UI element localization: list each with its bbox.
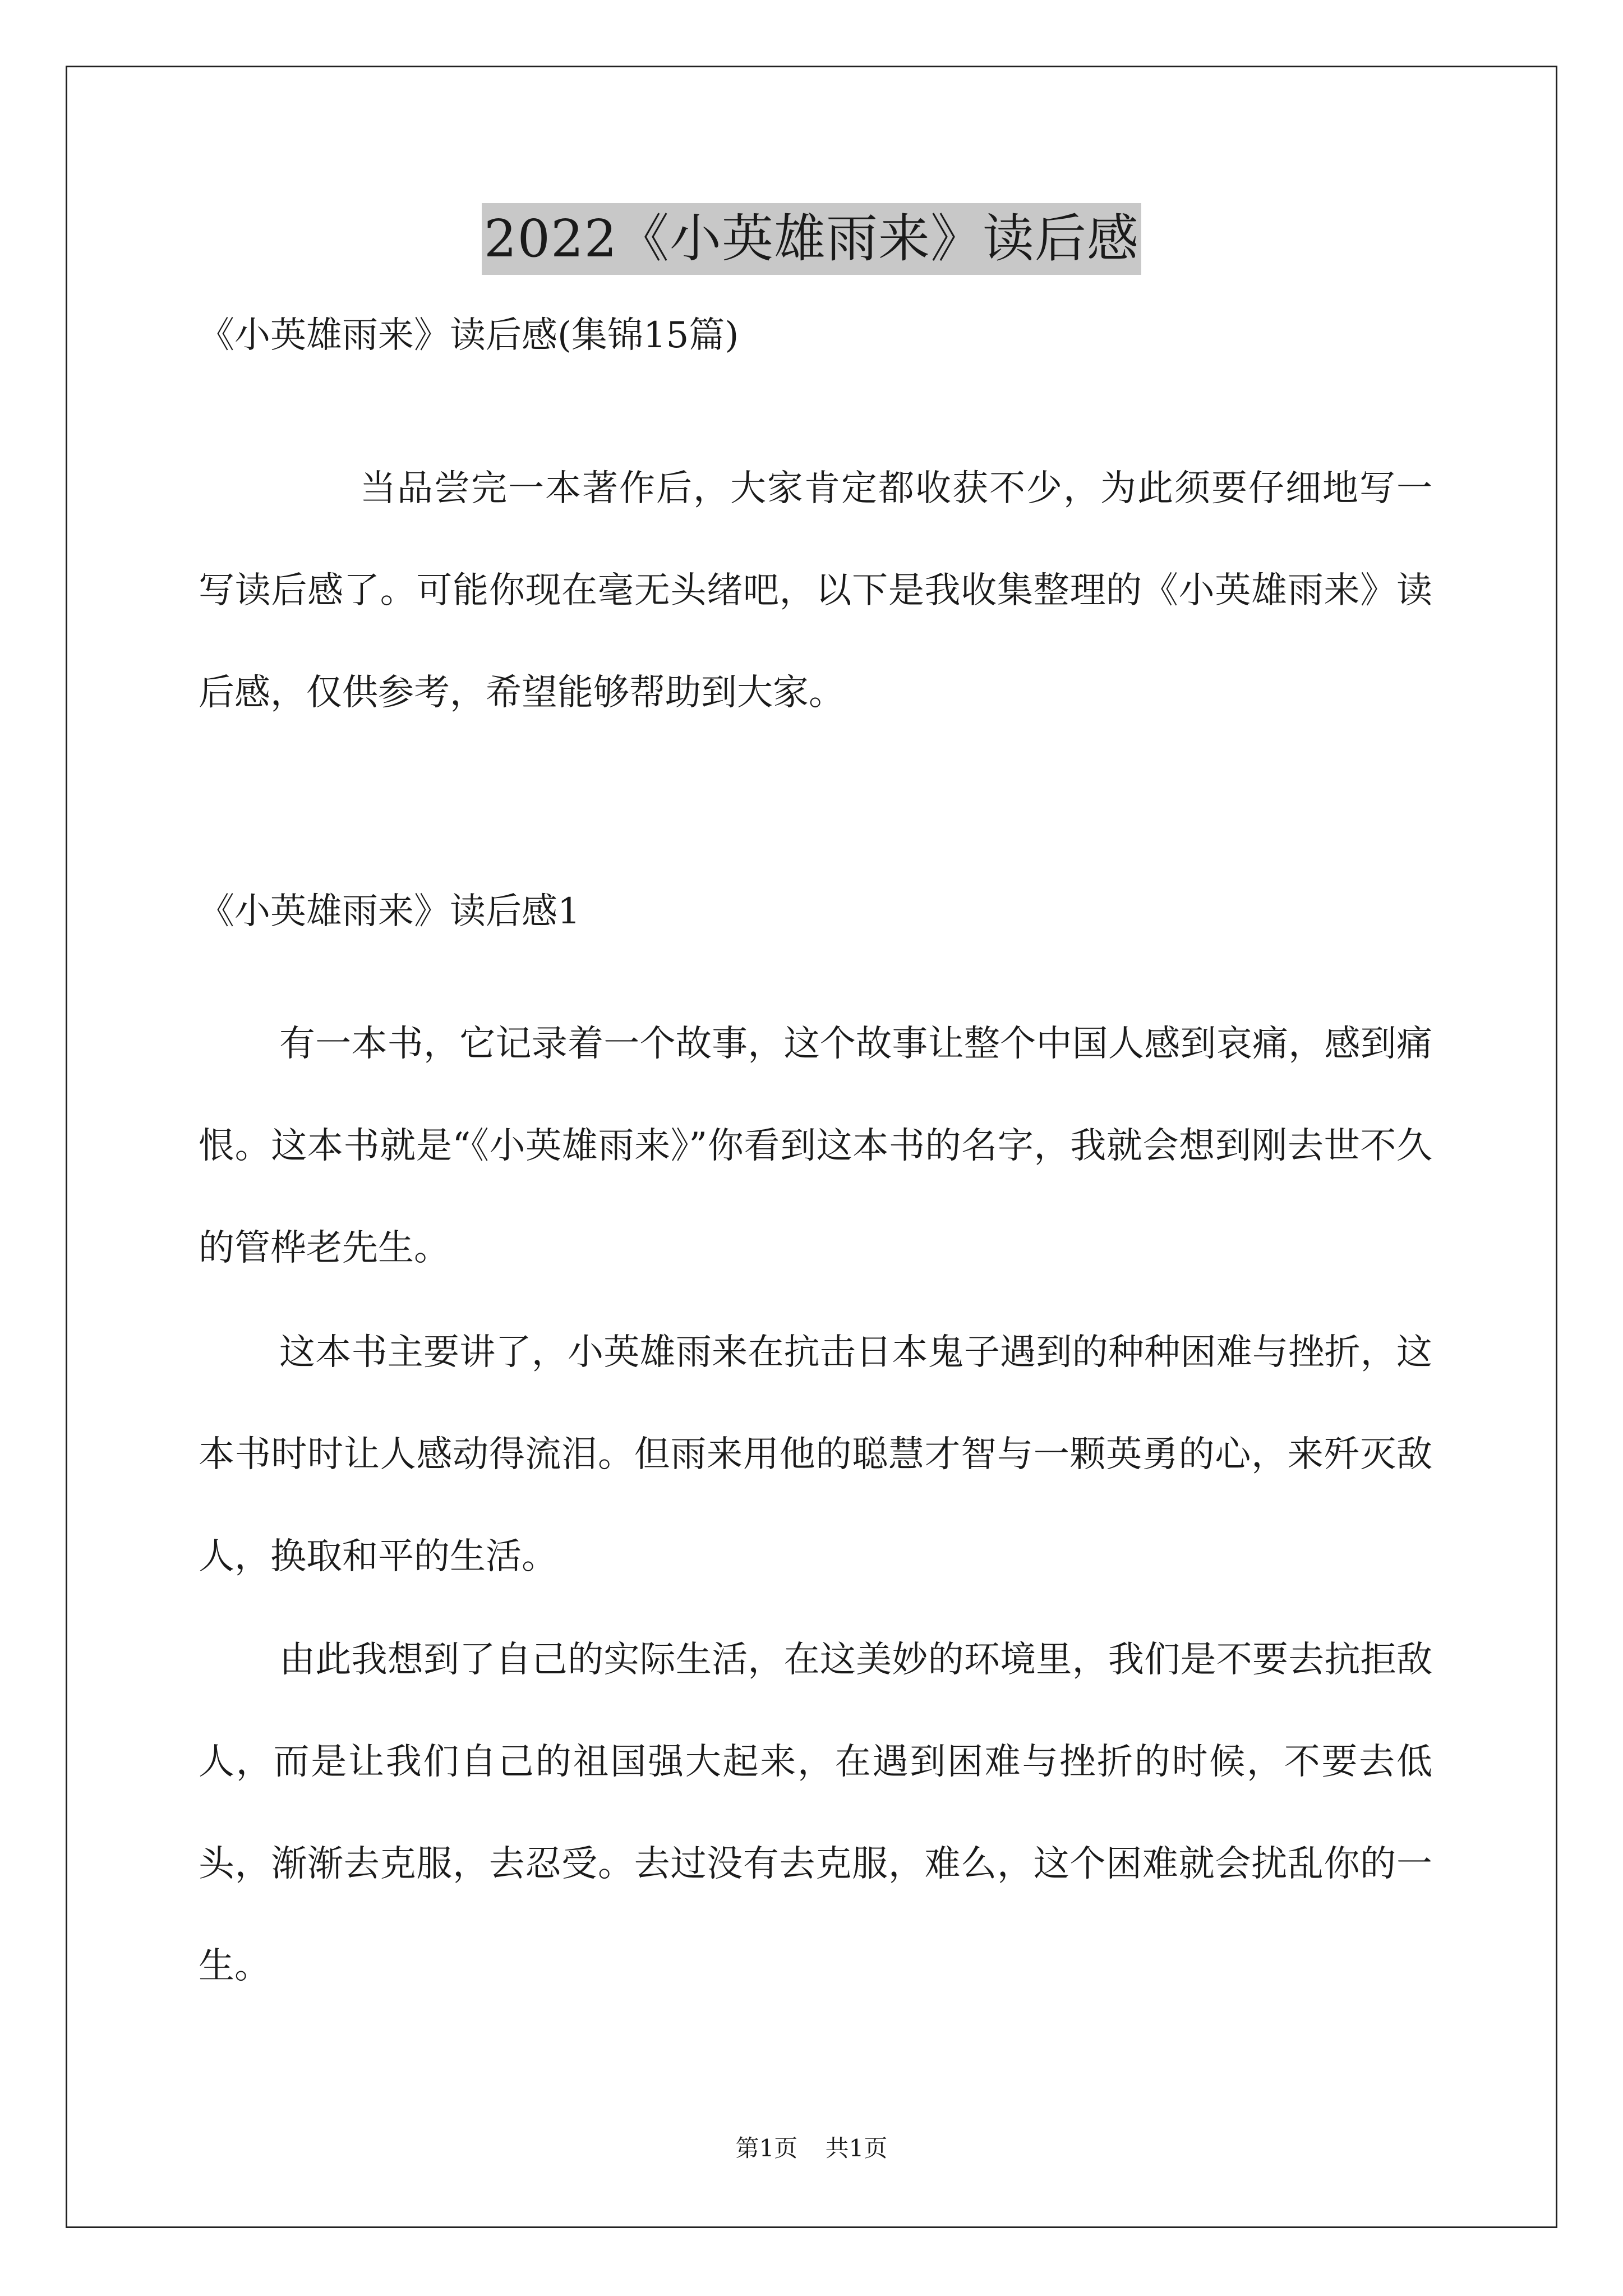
- page-number-total: 共1页: [825, 2134, 888, 2162]
- section-heading: 《小英雄雨来》读后感1: [199, 891, 580, 932]
- body-paragraph-1: 有一本书，它记录着一个故事，这个故事让整个中国人感到哀痛，感到痛恨。这本书就是“《小英雄雨来》”你看到这本书的名字，我就会想到刚去世不久的管桦老先生。: [199, 1023, 1432, 1269]
- title-container: [0, 203, 1623, 275]
- document-title: 2022《小英雄雨来》读后感: [482, 203, 1141, 275]
- intro-paragraph: 当品尝完一本著作后，大家肯定都收获不少，为此须要仔细地写一写读后感了。可能你现在毫无头绪吧，以下是我收集整理的《小英雄雨来》读后感，仅供参考，希望能够帮助到大家。: [199, 468, 1432, 714]
- page-footer: [0, 2132, 1623, 2165]
- body-paragraph-3: 由此我想到了自己的实际生活，在这美妙的环境里，我们是不要去抗拒敌人，而是让我们自己的祖国强大起来，在遇到困难与挫折的时候，不要去低头，渐渐去克服，去忍受。去过没有去克服，难么，这个困难就会扰乱你的一生。: [199, 1639, 1432, 1987]
- body-paragraph-2: 这本书主要讲了，小英雄雨来在抗击日本鬼子遇到的种种困难与挫折，这本书时时让人感动得流泪。但雨来用他的聪慧才智与一颗英勇的心，来歼灭敌人，换取和平的生活。: [199, 1332, 1432, 1577]
- page-number-current: 第1页: [735, 2134, 798, 2162]
- document-subtitle: 《小英雄雨来》读后感(集锦15篇): [199, 315, 739, 356]
